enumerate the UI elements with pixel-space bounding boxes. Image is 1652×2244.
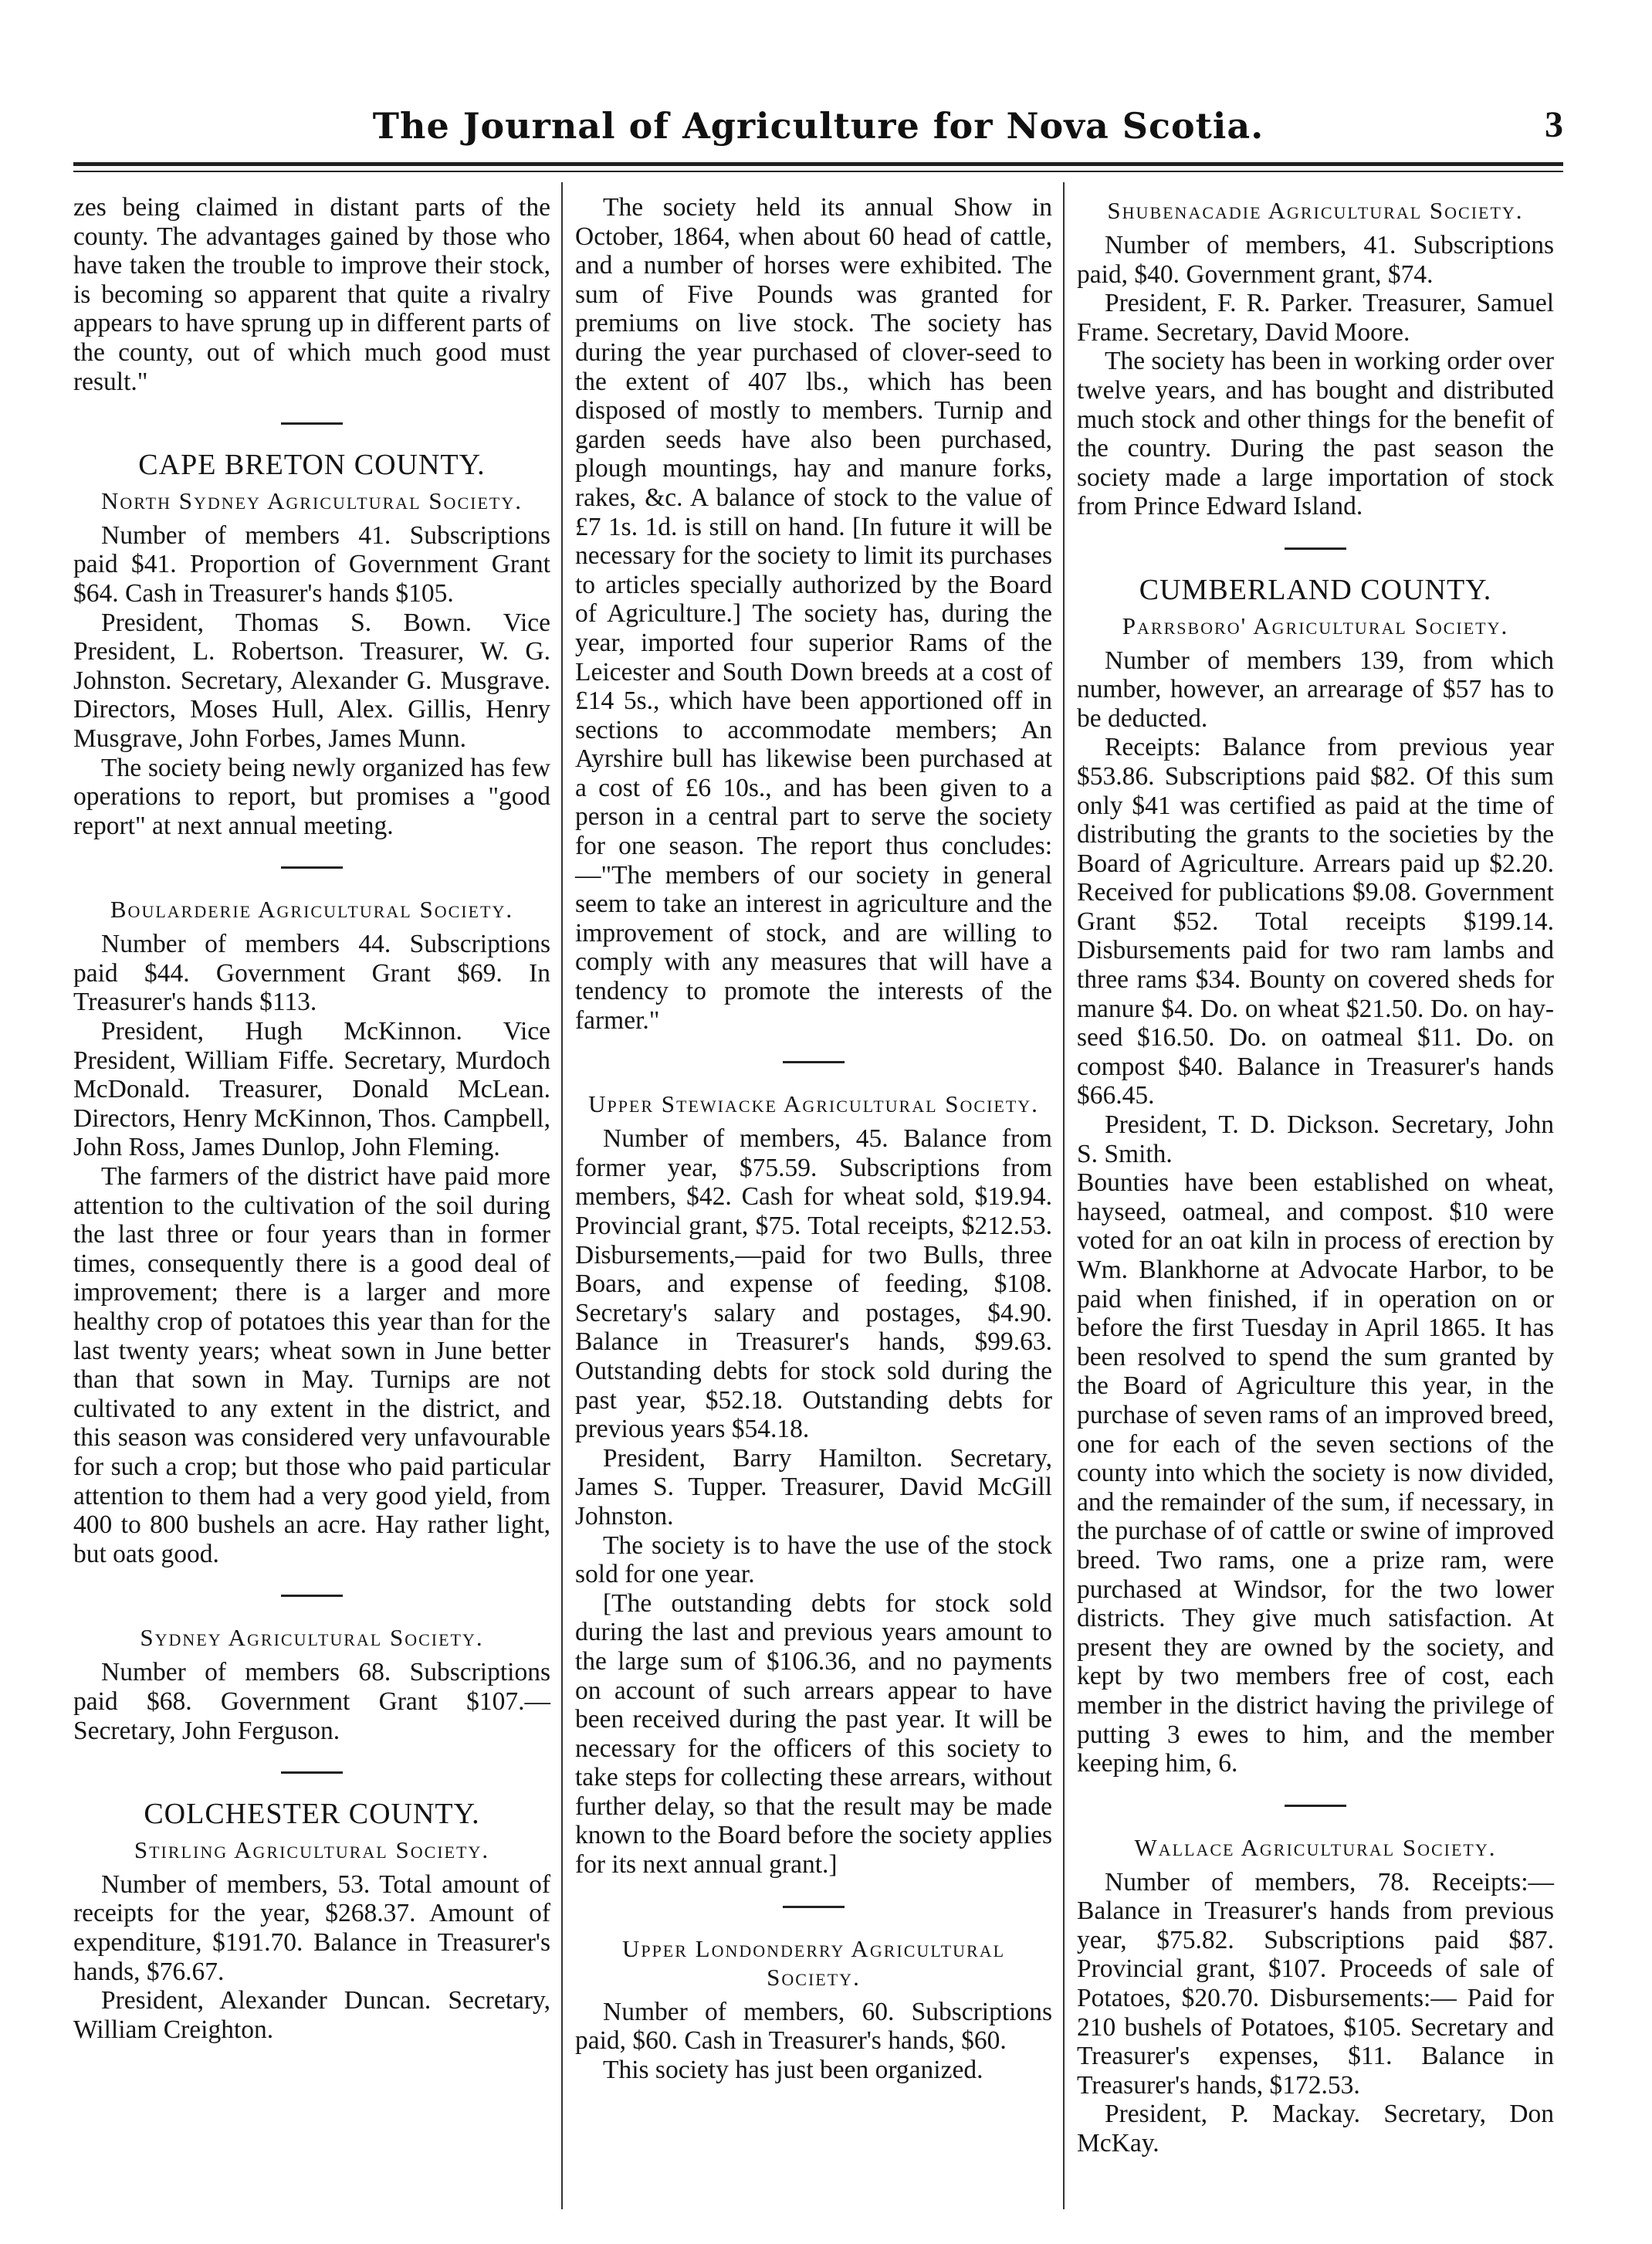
header-rule-thin: [73, 171, 1563, 172]
paragraph: Number of members, 41. Subscriptions paid, $40. Government grant, $74.: [1077, 231, 1554, 289]
paragraph: The society is to have the use of the stock sold for one year.: [575, 1530, 1052, 1589]
officers-paragraph: President, Hugh McKinnon. Vice President, William Fiffe. Secretary, Murdoch McDonald. Treasurer, Donald McLean. Directors, Henry McKinnon, Thos. Campbell, John Ross, James Dunlop, John Fleming.: [73, 1017, 550, 1162]
paragraph: The society held its annual Show in October, 1864, when about 60 head of cattle, and a number of horses were exhibited. The sum of Five Pounds was granted for premiums on live stock. The society has during the year purchased of clover-seed to the extent of 407 lbs., which has been disposed of mostly to members. Turnip and garden seeds have also been purchased, plough mountings, hay and manure forks, rakes, &c. A balance of stock to the value of £7 1s. 1d. is still on hand. [In future it will be necessary for the society to limit its purchases to articles specially authorized by the Board of Agriculture.] The society has, during the year, imported four superior Rams of the Leicester and South Down breeds at a cost of £14 5s., which have been apportioned off in sections to accommodate members; An Ayrshire bull has likewise been purchased at a cost of £6 10s., and has been given to a person in a central part to serve the society for one season. The report thus concludes:—"The members of our society in general seem to take an interest in agriculture and the improvement of stock, and are willing to comply with any measures that will have a tendency to promote the interests of the farmer.": [575, 193, 1052, 1035]
society-heading-upper-londonderry: Upper Londonderry Agricultural Society.: [621, 1934, 1006, 1991]
paragraph: Number of members 139, from which number, however, an arrearage of $57 has to be deducted.: [1077, 646, 1554, 733]
officers-paragraph: President, T. D. Dickson. Secretary, John S. Smith.: [1077, 1110, 1554, 1168]
officers-paragraph: President, F. R. Parker. Treasurer, Samuel Frame. Secretary, David Moore.: [1077, 289, 1554, 347]
section-dash: [1285, 1805, 1346, 1807]
paragraph: The society being newly organized has few operations to report, but promises a "good report" at next annual meeting.: [73, 753, 550, 840]
paragraph: The farmers of the district have paid more attention to the cultivation of the soil during the last three or four years than in former times, consequently there is a good deal of improvement; there is a larger and more healthy crop of potatoes this year than for the last twenty years; wheat sown in June better than that sown in May. Turnips are not cultivated to any extent in the district, and this season was considered very unfavourable for such a crop; but those who paid particular attention to them had a very good yield, from 400 to 800 bushels an acre. Hay rather light, but oats good.: [73, 1162, 550, 1568]
masthead: [73, 100, 1563, 154]
section-dash: [1285, 547, 1346, 550]
society-heading-sydney: Sydney Agricultural Society.: [140, 1624, 484, 1652]
section-dash: [281, 1771, 343, 1774]
society-heading-wallace: Wallace Agricultural Society.: [1134, 1833, 1497, 1861]
column-2: [575, 193, 1052, 2244]
section-dash: [281, 1595, 343, 1597]
officers-paragraph: President, P. Mackay. Secretary, Don McKay.: [1077, 2100, 1554, 2158]
paragraph: Bounties have been established on wheat, hayseed, oatmeal, and compost. $10 were voted for an oat kiln in process of erection by Wm. Blankhorne at Advocate Harbor, to be paid when finished, if in operation on or before the first Tuesday in April 1865. It has been resolved to spend the sum granted by the Board of Agriculture this year, in the purchase of seven rams of an improved breed, one for each of the seven sections of the county into which the society is now divided, and the remainder of the sum, if necessary, in the purchase of of cattle or swine of improved breed. Two rams, one a prize ram, were purchased at Windsor, for the two lower districts. They give much satisfaction. At present they are owned by the society, and kept by two members free of cost, each member in the district having the privilege of putting 3 ewes to him, and the member keeping him, 6.: [1077, 1168, 1554, 1778]
society-heading-boularderie: Boularderie Agricultural Society.: [110, 896, 514, 924]
section-dash: [281, 866, 343, 869]
paragraph: Number of members, 45. Balance from former year, $75.59. Subscriptions from members, $42. Cash for wheat sold, $19.94. Provincial grant, $75. Total receipts, $212.53. Disbursements,—paid for two Bulls, three Boars, and expense of feeding, $108. Secretary's salary and postages, $4.90. Balance in Treasurer's hands, $99.63. Outstanding debts for stock sold during the past year, $52.18. Outstanding debts for previous years $54.18.: [575, 1124, 1052, 1444]
continued-paragraph: zes being claimed in distant parts of the county. The advantages gained by those who have taken the trouble to improve their stock, is becoming so apparent that quite a rivalry appears to have sprung up in different parts of the county, out of which much good must result.": [73, 193, 550, 396]
page-number: 3: [1545, 104, 1563, 145]
county-heading-cape-breton: CAPE BRETON COUNTY.: [138, 449, 486, 482]
column-divider-2: [1063, 182, 1065, 2209]
paragraph: Number of members, 78. Receipts:— Balance in Treasurer's hands from previous year, $75.82. Subscriptions paid $87. Provincial grant, $107. Proceeds of sale of Potatoes, $20.70. Disbursements:— Paid for 210 bushels of Potatoes, $105. Secretary and Treasurer's expenses, $11. Balance in Treasurer's hands, $172.53.: [1077, 1867, 1554, 2100]
officers-paragraph: President, Barry Hamilton. Secretary, James S. Tupper. Treasurer, David McGill Johnston.: [575, 1443, 1052, 1530]
journal-title: The Journal of Agriculture for Nova Scotia.: [372, 105, 1264, 147]
paragraph: Receipts: Balance from previous year $53.86. Subscriptions paid $82. Of this sum only $41 was certified as paid at the time of distributing the grants to the societies by the Board of Agriculture. Arrears paid up $2.20. Received for publications $9.08. Government Grant $52. Total receipts $199.14. Disbursements paid for two ram lambs and three rams $34. Bounty on covered sheds for manure $4. Do. on wheat $21.50. Do. on hay-seed $16.50. Do. on oatmeal $11. Do. on compost $40. Balance in Treasurer's hands $66.45.: [1077, 733, 1554, 1110]
paragraph: The society has been in working order over twelve years, and has bought and distributed much stock and other things for the benefit of the country. During the past season the society made a large importation of stock from Prince Edward Island.: [1077, 347, 1554, 521]
section-dash: [281, 422, 343, 425]
paragraph: Number of members 68. Subscriptions paid $68. Government Grant $107.— Secretary, John Ferguson.: [73, 1658, 550, 1745]
paragraph: Number of members 44. Subscriptions paid $44. Government Grant $69. In Treasurer's hands $113.: [73, 930, 550, 1017]
header-rule-thick: [73, 162, 1563, 166]
society-heading-stirling: Stirling Agricultural Society.: [134, 1836, 490, 1863]
society-heading-upper-stewiacke: Upper Stewiacke Agricultural Society.: [588, 1090, 1039, 1118]
society-heading-parrsboro: Parrsboro' Agricultural Society.: [1122, 612, 1509, 639]
society-heading-north-sydney: North Sydney Agricultural Society.: [101, 486, 523, 514]
paragraph: [The outstanding debts for stock sold during the last and previous years amount to the large sum of $106.36, and no payments on account of such arrears appear to have been received during the past year. It will be necessary for the officers of this society to take steps for collecting these arrears, without further delay, so that the result may be made known to the Board before the society applies for its next annual grant.]: [575, 1588, 1052, 1880]
column-3: [1077, 193, 1554, 2244]
paragraph: Number of members, 53. Total amount of receipts for the year, $268.37. Amount of expenditure, $191.70. Balance in Treasurer's hands, $76.67.: [73, 1869, 550, 1986]
section-dash: [783, 1906, 845, 1908]
section-dash: [783, 1061, 845, 1063]
officers-paragraph: President, Thomas S. Bown. Vice President, L. Robertson. Treasurer, W. G. Johnston. Secretary, Alexander G. Musgrave. Directors, Moses Hull, Alex. Gillis, Henry Musgrave, John Forbes, James Munn.: [73, 608, 550, 753]
county-heading-cumberland: CUMBERLAND COUNTY.: [1139, 573, 1492, 606]
paragraph: Number of members 41. Subscriptions paid $41. Proportion of Government Grant $64. Cash in Treasurer's hands $105.: [73, 520, 550, 608]
column-1: [73, 193, 550, 2244]
paragraph: Number of members, 60. Subscriptions paid, $60. Cash in Treasurer's hands, $60.: [575, 1997, 1052, 2056]
county-heading-colchester: COLCHESTER COUNTY.: [144, 1798, 480, 1831]
society-heading-shubenacadie: Shubenacadie Agricultural Society.: [1107, 197, 1524, 224]
column-divider-1: [561, 182, 563, 2209]
paragraph: This society has just been organized.: [603, 2055, 983, 2084]
officers-paragraph: President, Alexander Duncan. Secretary, William Creighton.: [73, 1986, 550, 2044]
